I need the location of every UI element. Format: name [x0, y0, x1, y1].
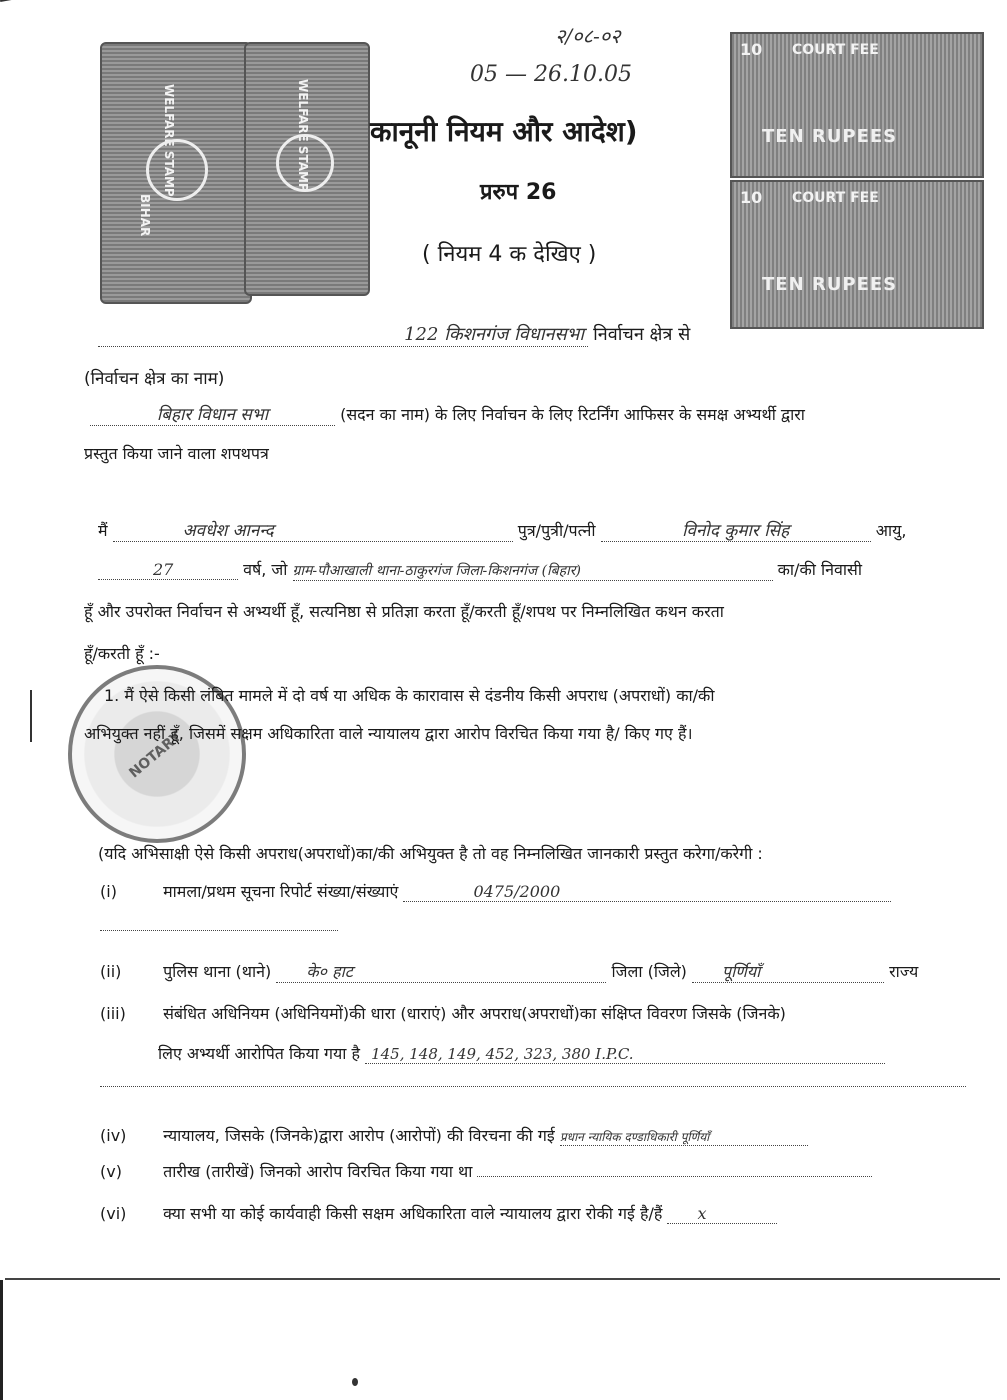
- deponent-prefix: मैं: [98, 521, 108, 540]
- item-iii-value: 145, 148, 149, 452, 323, 380 I.P.C.: [371, 1045, 634, 1063]
- oath-line-2: हूँ/करती हूँ :-: [84, 644, 160, 663]
- item-iv-value: प्रधान न्यायिक दण्डाधिकारी पूर्णियाँ: [559, 1130, 710, 1144]
- annotation-top: २/०८-०२: [555, 24, 621, 48]
- address-field: [293, 560, 773, 581]
- item-vi-field: [667, 1204, 777, 1224]
- house-text-2: प्रस्तुत किया जाने वाला शपथपत्र: [84, 444, 269, 463]
- years-label: वर्ष, जो: [243, 560, 288, 579]
- annotation-date: 05 — 26.10.05: [470, 62, 632, 87]
- age-address-line: [98, 558, 862, 581]
- age-field: [98, 560, 238, 580]
- court-fee-stamp-2-denomination: 10: [740, 188, 763, 207]
- age-value: 27: [153, 560, 174, 579]
- rule-reference: ( नियम 4 क देखिए ): [422, 242, 597, 267]
- item-iii-continuation: [100, 1086, 966, 1087]
- resident-label: का/की निवासी: [777, 560, 862, 579]
- item-iii-num: (iii): [100, 1004, 126, 1023]
- item-iv-num: (iv): [100, 1126, 127, 1145]
- welfare-stamp-1-emblem: [146, 139, 208, 201]
- house-line: [90, 402, 805, 426]
- welfare-stamp-2: [244, 42, 370, 296]
- oath-line-1: हूँ और उपरोक्त निर्वाचन से अभ्यर्थी हूँ, सत्यनिष्ठा से प्रतिज्ञा करता हूँ/करती हूँ/शपथ पर निम्नलिखित कथन करता: [84, 602, 724, 621]
- court-fee-stamp-1: [730, 32, 984, 178]
- court-fee-stamp-1-label: COURT FEE: [792, 42, 879, 58]
- item-iv-label: न्यायालय, जिसके (जिनके)द्वारा आरोप (आरोपों) की विरचना की गई: [163, 1126, 555, 1145]
- court-fee-stamp-2-label: COURT FEE: [792, 190, 879, 206]
- item-ii-district-field: [692, 960, 884, 983]
- welfare-stamp-2-emblem: [276, 134, 334, 192]
- item-ii-label: पुलिस थाना (थाने): [163, 962, 272, 981]
- form-number: प्ररुप 26: [480, 180, 557, 205]
- item-v: [100, 1160, 872, 1182]
- address-value: ग्राम-पौआखाली थाना-ठाकुरगंज जिला-किशनगंज (बिहार): [292, 563, 581, 579]
- court-fee-stamp-1-denomination: 10: [740, 40, 763, 59]
- details-intro: (यदि अभिसाक्षी ऐसे किसी अपराध(अपराधों)का/की अभियुक्त है तो वह निम्नलिखित जानकारी प्रस्तुत करेगा/करेगी :: [98, 844, 763, 863]
- item-vi: [100, 1202, 777, 1224]
- welfare-stamp-1: [100, 42, 252, 304]
- item-ii-state-label: राज्य: [889, 962, 919, 981]
- constituency-field: [98, 322, 588, 347]
- item-ii-district: पूर्णियाँ: [722, 962, 761, 981]
- margin-mark: [30, 690, 32, 742]
- item-ii-num: (ii): [100, 962, 122, 981]
- item-iv-field: [560, 1126, 808, 1146]
- item-ii-field: [276, 960, 606, 983]
- father-name: विनोद कुमार सिंह: [682, 521, 790, 541]
- item-v-num: (v): [100, 1162, 122, 1181]
- scan-edge-left: [0, 1280, 3, 1400]
- item-iii-line-2: [158, 1042, 885, 1064]
- constituency-label: (निर्वाचन क्षेत्र का नाम): [84, 369, 225, 389]
- item-i: [100, 880, 891, 902]
- welfare-stamp-2-label: WELFARE STAMP: [296, 79, 310, 192]
- father-name-field: [601, 518, 871, 542]
- constituency-line: [98, 322, 690, 347]
- item-i-label: मामला/प्रथम सूचना रिपोर्ट संख्या/संख्याएं: [163, 882, 399, 901]
- scan-speck: [352, 1378, 358, 1386]
- document-title: कानूनी नियम और आदेश): [370, 115, 638, 148]
- house-field: [90, 402, 335, 426]
- item-i-continuation: [100, 930, 338, 931]
- item-iii-label: संबंधित अधिनियम (अधिनियमों)की धारा (धाराएं) और अपराध(अपराधों)का संक्षिप्त विवरण जिसके (जिनके): [163, 1004, 786, 1023]
- item-vi-label: क्या सभी या कोई कार्यवाही किसी सक्षम अधिकारिता वाले न्यायालय द्वारा रोकी गई है/हैं: [163, 1204, 663, 1223]
- item-iv: [100, 1124, 808, 1146]
- court-fee-stamp-2: [730, 180, 984, 329]
- item-iii-label-2: लिए अभ्यर्थी आरोपित किया गया है: [158, 1044, 360, 1063]
- deponent-line: [98, 518, 906, 542]
- court-fee-stamp-1-value: TEN RUPEES: [762, 126, 898, 147]
- constituency-suffix: निर्वाचन क्षेत्र से: [593, 324, 691, 345]
- item-i-num: (i): [100, 882, 117, 901]
- house-value: बिहार विधान सभा: [156, 405, 269, 425]
- item-v-field: [477, 1176, 872, 1177]
- item-i-value: 0475/2000: [473, 882, 561, 901]
- deponent-name: अवधेश आनन्द: [182, 521, 274, 541]
- welfare-stamp-1-label: WELFARE STAMP: [162, 84, 176, 197]
- item-iii-field: [365, 1044, 885, 1064]
- item-ii-value: के० हाट: [306, 962, 353, 981]
- scan-edge-bottom: [5, 1278, 1000, 1280]
- clause-1-line-1: 1. मैं ऐसे किसी लंबित मामले में दो वर्ष या अधिक के कारावास से दंडनीय किसी अपराध (अपराधों) का/की: [104, 686, 715, 705]
- court-fee-stamp-2-value: TEN RUPEES: [762, 274, 898, 295]
- item-ii-district-label: जिला (जिले): [611, 962, 687, 981]
- item-iii: [100, 1002, 786, 1024]
- constituency-value: 122 किशनगंज विधानसभा: [404, 324, 584, 345]
- clause-1-line-2: अभियुक्त नहीं हूँ, जिसमें सक्षम अधिकारिता वाले न्यायालय द्वारा आरोप विरचित किया गया है/ किए गए हैं।: [84, 724, 693, 743]
- item-i-field: [403, 882, 891, 902]
- welfare-stamp-1-state: BIHAR: [138, 194, 152, 237]
- house-text: (सदन का नाम) के लिए निर्वाचन के लिए रिटर्निंग आफिसर के समक्ष अभ्यर्थी द्वारा: [340, 405, 805, 424]
- age-label: आयु,: [875, 521, 907, 540]
- item-ii: [100, 960, 918, 983]
- notary-seal-text: NOTARY: [126, 728, 185, 782]
- item-vi-num: (vi): [100, 1204, 127, 1223]
- item-vi-value: x: [697, 1204, 707, 1223]
- relation-label: पुत्र/पुत्री/पत्नी: [517, 521, 596, 540]
- deponent-name-field: [113, 518, 513, 542]
- scan-edge-top: [0, 0, 94, 2]
- item-v-label: तारीख (तारीखें) जिनको आरोप विरचित किया गया था: [163, 1162, 473, 1181]
